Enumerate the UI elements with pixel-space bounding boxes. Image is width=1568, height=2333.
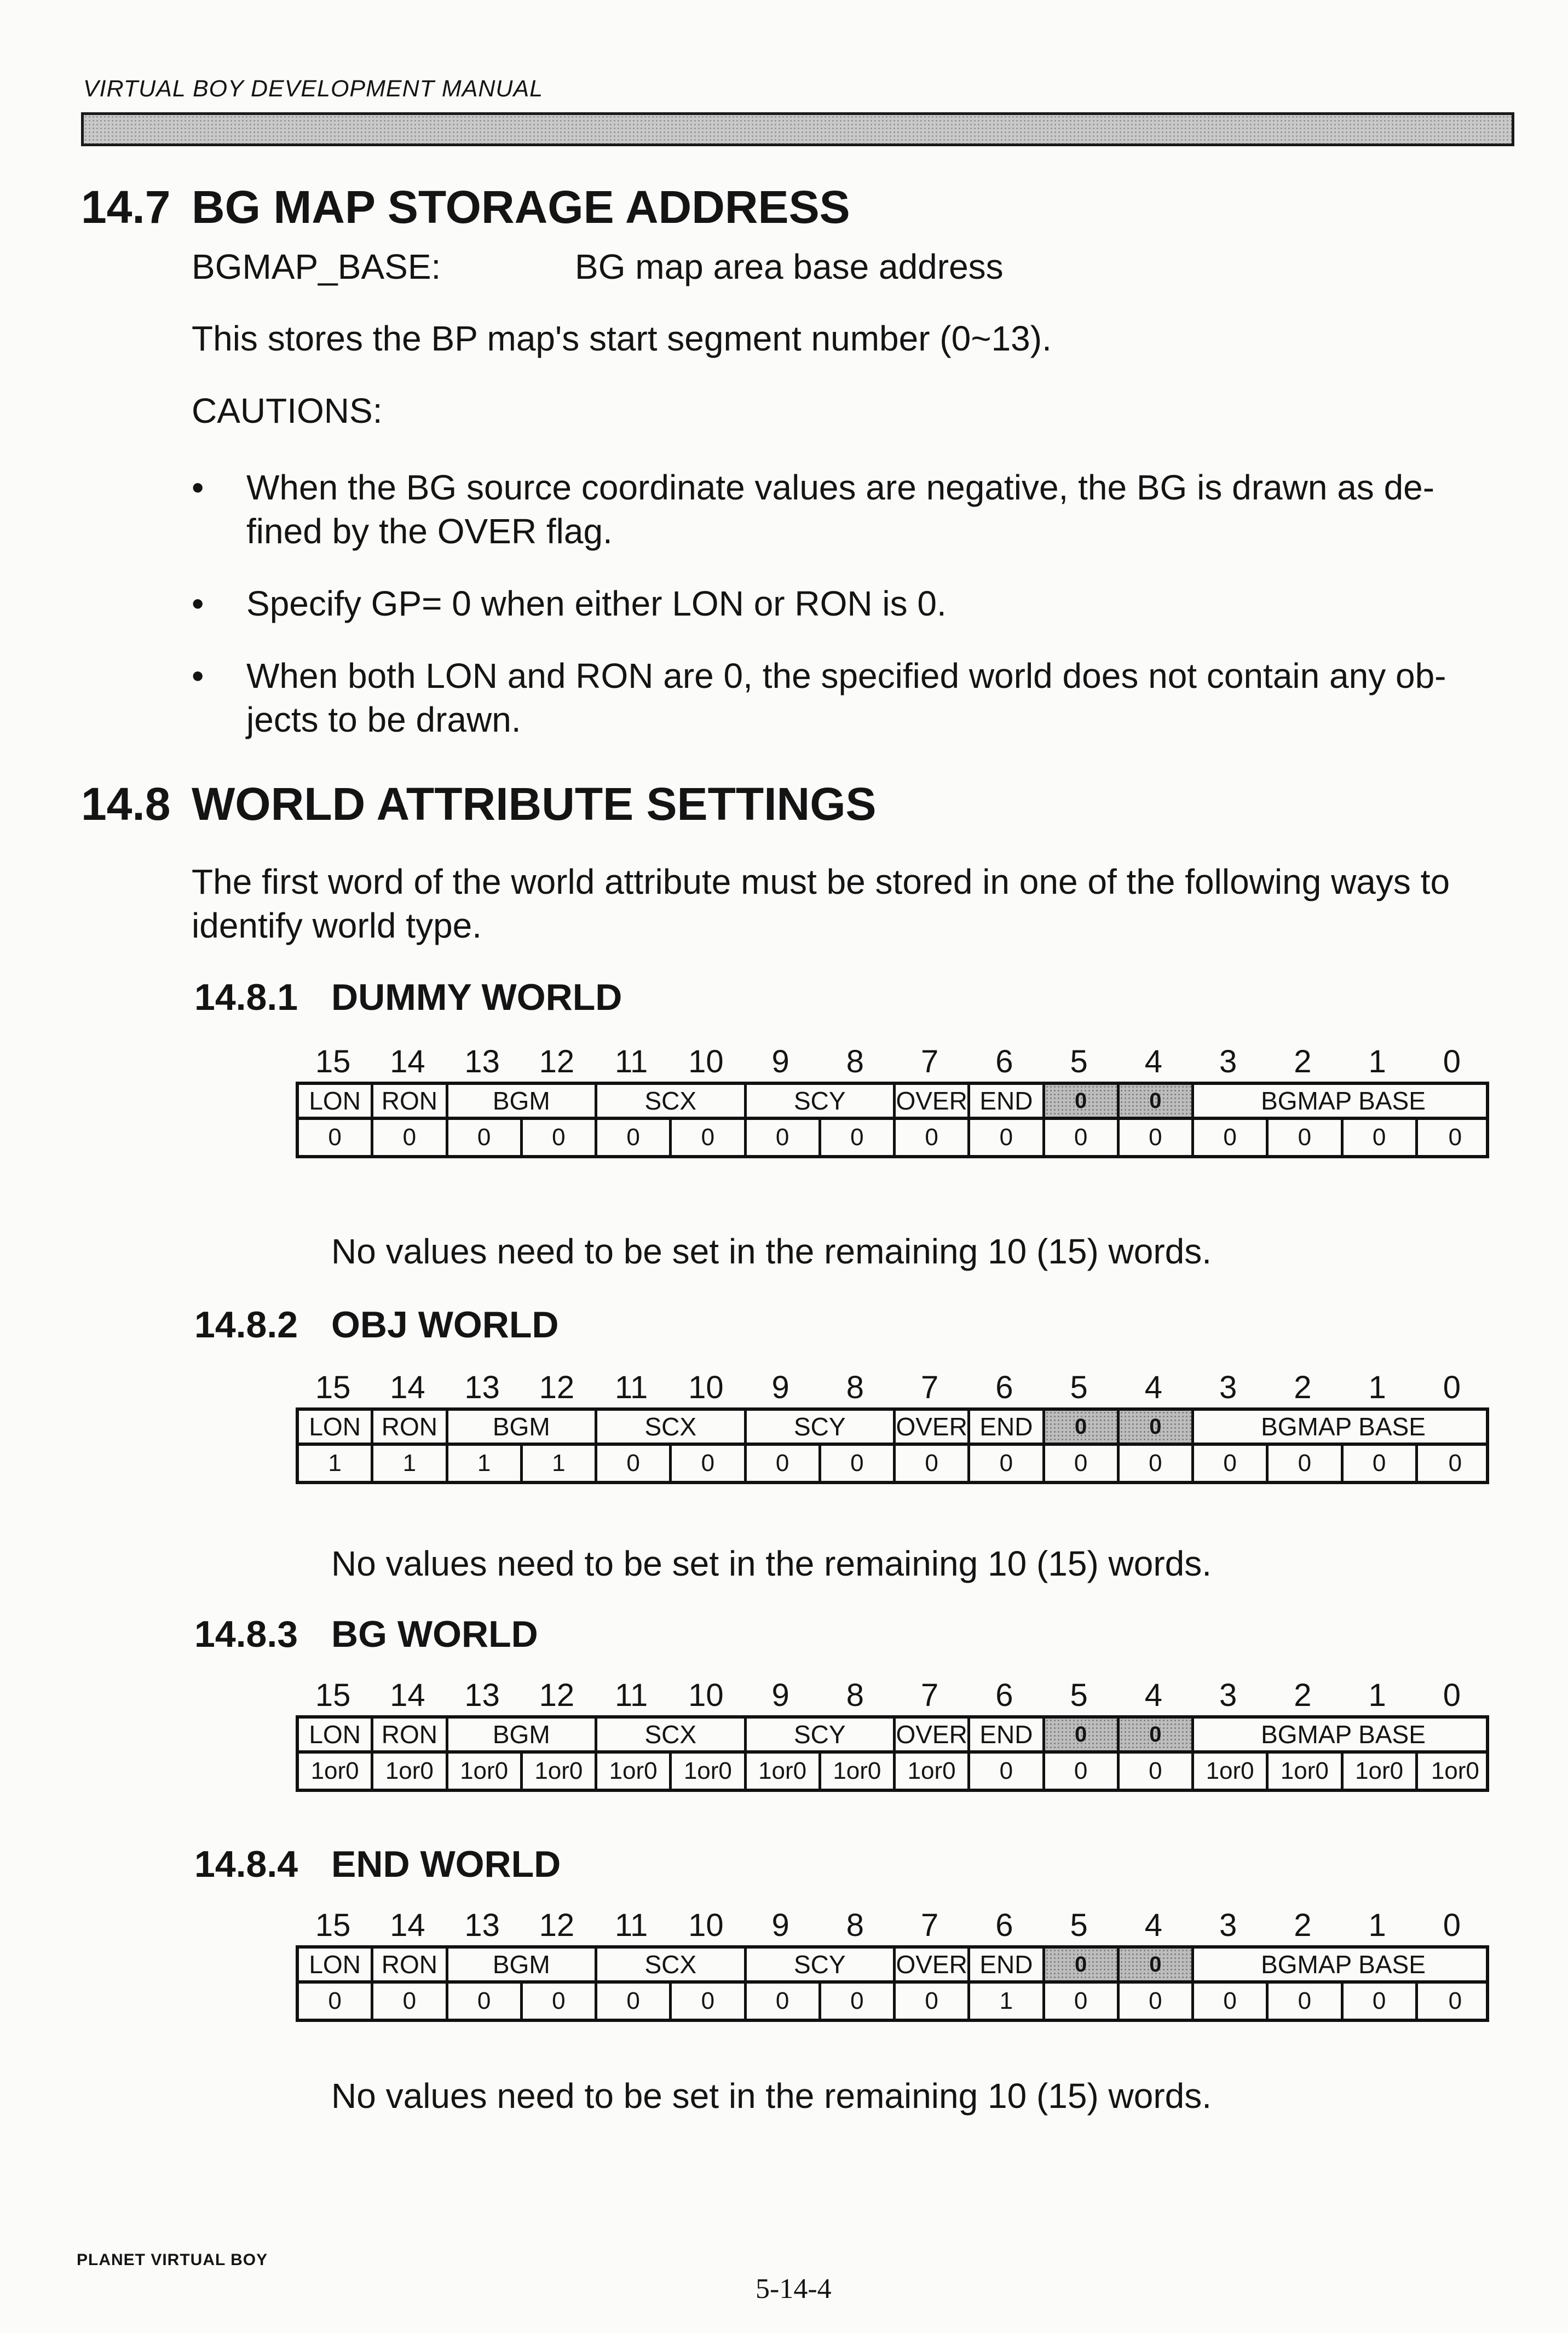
subsection-title: END WORLD — [331, 1843, 561, 1885]
bit-number: 9 — [771, 1044, 789, 1079]
bit-value-cell: 0 — [299, 1120, 373, 1155]
field-name-cell: RON — [373, 1949, 448, 1980]
field-name-cell: RON — [373, 1411, 448, 1443]
bit-number: 5 — [1070, 1677, 1088, 1713]
section-title: WORLD ATTRIBUTE SETTINGS — [192, 778, 877, 830]
bit-value-cell: 0 — [1194, 1446, 1269, 1481]
register-diagram — [296, 1677, 1489, 1792]
field-name-cell: SCX — [597, 1949, 747, 1980]
bit-value-cell: 1or0 — [597, 1754, 672, 1789]
bit-number: 3 — [1219, 1044, 1237, 1079]
reserved-field-cell: 0 — [1120, 1411, 1194, 1443]
bit-number: 5 — [1070, 1370, 1088, 1405]
bit-number: 10 — [688, 1370, 724, 1405]
bit-value-row — [296, 1984, 1489, 2022]
bit-value-cell: 1 — [448, 1446, 523, 1481]
reserved-field-cell: 0 — [1120, 1949, 1194, 1980]
bit-value-cell: 0 — [299, 1984, 373, 2019]
bit-value-cell: 1or0 — [523, 1754, 597, 1789]
field-name-row — [296, 1945, 1489, 1984]
bit-number: 7 — [920, 1044, 939, 1079]
bit-value-cell: 0 — [896, 1984, 970, 2019]
section-description: This stores the BP map's start segment number (0~13). — [192, 319, 1052, 358]
field-name-cell: OVER — [896, 1085, 970, 1117]
register-diagram — [296, 1369, 1489, 1484]
field-name-cell: LON — [299, 1085, 373, 1117]
bit-value-cell: 1or0 — [448, 1754, 523, 1789]
bit-number: 13 — [464, 1907, 500, 1943]
bit-number: 2 — [1294, 1907, 1312, 1943]
bit-number: 4 — [1144, 1044, 1162, 1079]
bit-number: 15 — [315, 1044, 351, 1079]
bit-number: 14 — [390, 1677, 425, 1713]
bit-value-cell: 1or0 — [821, 1754, 896, 1789]
bit-number: 11 — [615, 1370, 648, 1405]
bit-value-cell: 0 — [1194, 1120, 1269, 1155]
field-name-cell: BGM — [448, 1949, 598, 1980]
bit-value-cell: 0 — [821, 1120, 896, 1155]
bit-number-row — [296, 1677, 1489, 1715]
reserved-field-cell: 0 — [1120, 1085, 1194, 1117]
bit-value-cell: 1or0 — [1431, 1757, 1479, 1784]
bit-value-cell: 0 — [896, 1446, 970, 1481]
section-heading-14-7 — [81, 181, 850, 234]
bit-value-cell: 0 — [1194, 1984, 1269, 2019]
bit-value-cell: 1or0 — [672, 1754, 746, 1789]
bit-value-cell: 0 — [1269, 1984, 1343, 2019]
bit-number: 6 — [995, 1044, 1013, 1079]
bit-value-cell: 0 — [597, 1120, 672, 1155]
bit-value-cell: 0 — [1045, 1120, 1120, 1155]
bit-number: 5 — [1070, 1907, 1088, 1943]
field-name-cell: SCX — [597, 1719, 747, 1750]
bit-number: 1 — [1368, 1677, 1386, 1713]
reserved-field-cell: 0 — [1045, 1411, 1120, 1443]
field-name-cell: BGMAP BASE — [1261, 1720, 1426, 1749]
bit-number: 8 — [846, 1907, 864, 1943]
bit-value-cell: 0 — [597, 1446, 672, 1481]
field-name-cell: BGMAP BASE — [1261, 1087, 1426, 1115]
bit-value-cell: 0 — [970, 1120, 1045, 1155]
section-number: 14.8 — [81, 778, 171, 830]
bit-value-cell: 0 — [1120, 1446, 1194, 1481]
subsection-heading — [194, 976, 622, 1019]
field-name-cell: SCX — [597, 1411, 747, 1443]
bit-value-row — [296, 1754, 1489, 1792]
section-heading-14-8 — [81, 778, 877, 831]
reserved-field-cell: 0 — [1120, 1719, 1194, 1750]
bit-value-cell: 0 — [448, 1984, 523, 2019]
bit-number: 12 — [539, 1370, 575, 1405]
definition-term: BGMAP_BASE: — [192, 247, 441, 286]
field-name-cell: LON — [299, 1719, 373, 1750]
bit-value-cell: 0 — [1448, 1987, 1462, 2014]
bit-value-cell: 0 — [1448, 1450, 1462, 1476]
bit-value-cell: 0 — [1045, 1446, 1120, 1481]
bit-value-cell: 1or0 — [747, 1754, 821, 1789]
bit-number: 3 — [1219, 1370, 1237, 1405]
bit-number-row — [296, 1369, 1489, 1407]
bit-value-cell: 0 — [1269, 1446, 1343, 1481]
bit-number: 14 — [390, 1370, 425, 1405]
bit-value-cell: 1or0 — [299, 1754, 373, 1789]
bit-number: 9 — [771, 1677, 789, 1713]
bit-value-cell: 0 — [970, 1754, 1045, 1789]
page-number: 5-14-4 — [756, 2273, 832, 2305]
bit-number: 1 — [1368, 1370, 1386, 1405]
bgmap-base-definition — [192, 246, 1004, 287]
bit-value-cell: 1or0 — [373, 1754, 448, 1789]
field-name-cell: RON — [373, 1719, 448, 1750]
bullet-marker: • — [192, 584, 204, 623]
bit-value-cell: 1or0 — [896, 1754, 970, 1789]
field-name-cell: RON — [373, 1085, 448, 1117]
bit-number: 11 — [615, 1907, 648, 1943]
bit-number: 4 — [1144, 1677, 1162, 1713]
bit-number: 0 — [1443, 1907, 1461, 1943]
bit-number: 13 — [464, 1044, 500, 1079]
bit-number-row — [296, 1907, 1489, 1945]
bit-number: 6 — [995, 1677, 1013, 1713]
bit-number: 7 — [920, 1677, 939, 1713]
bit-number: 8 — [846, 1677, 864, 1713]
subsection-title: DUMMY WORLD — [331, 976, 622, 1018]
subsection-number: 14.8.4 — [194, 1843, 298, 1885]
field-name-cell: BGM — [448, 1085, 598, 1117]
bit-value-cell: 0 — [821, 1984, 896, 2019]
bit-value-cell: 0 — [1344, 1984, 1418, 2019]
bit-number: 3 — [1219, 1677, 1237, 1713]
bit-value-cell: 0 — [896, 1120, 970, 1155]
field-name-row — [296, 1082, 1489, 1120]
field-name-cell: BGMAP BASE — [1261, 1950, 1426, 1979]
bit-value-cell: 0 — [1269, 1120, 1343, 1155]
field-name-cell: END — [970, 1719, 1045, 1750]
bit-number: 1 — [1368, 1044, 1386, 1079]
field-name-cell: OVER — [896, 1411, 970, 1443]
section-number: 14.7 — [81, 181, 171, 233]
bit-value-cell: 1 — [299, 1446, 373, 1481]
caution-text: When both LON and RON are 0, the specified world does not contain any ob- jects to be drawn. — [246, 656, 1446, 739]
section-intro: The first word of the world attribute must be stored in one of the following ways to identify world type. — [192, 862, 1450, 945]
subsection-number: 14.8.1 — [194, 976, 298, 1018]
field-name-row — [296, 1715, 1489, 1754]
field-name-cell: SCY — [747, 1949, 896, 1980]
bit-value-cell: 0 — [747, 1120, 821, 1155]
cautions-label: CAUTIONS: — [192, 391, 383, 430]
bit-value-cell: 0 — [523, 1984, 597, 2019]
remaining-words-note: No values need to be set in the remaining 10 (15) words. — [331, 1544, 1212, 1583]
bit-number: 15 — [315, 1907, 351, 1943]
field-name-cell: END — [970, 1949, 1045, 1980]
bit-number: 10 — [688, 1677, 724, 1713]
bit-value-cell: 0 — [672, 1446, 746, 1481]
bit-number: 3 — [1219, 1907, 1237, 1943]
field-name-cell: BGM — [448, 1411, 598, 1443]
bit-number: 2 — [1294, 1044, 1312, 1079]
bit-value-cell: 0 — [747, 1984, 821, 2019]
subsection-number: 14.8.2 — [194, 1304, 298, 1346]
bit-number-row — [296, 1043, 1489, 1082]
bit-number: 10 — [688, 1907, 724, 1943]
bit-number: 0 — [1443, 1677, 1461, 1713]
bullet-marker: • — [192, 468, 204, 507]
bit-number: 11 — [615, 1677, 648, 1713]
bit-number: 2 — [1294, 1370, 1312, 1405]
bit-value-cell: 0 — [1448, 1124, 1462, 1151]
bit-number: 12 — [539, 1907, 575, 1943]
bit-number: 10 — [688, 1044, 724, 1079]
field-name-cell: END — [970, 1411, 1045, 1443]
bit-value-cell: 0 — [1120, 1754, 1194, 1789]
bit-number: 6 — [995, 1907, 1013, 1943]
register-diagram — [296, 1907, 1489, 2022]
subsection-heading — [194, 1613, 538, 1656]
running-header: VIRTUAL BOY DEVELOPMENT MANUAL — [83, 76, 544, 102]
bit-value-cell: 0 — [597, 1984, 672, 2019]
caution-item — [192, 582, 1495, 625]
reserved-field-cell: 0 — [1045, 1085, 1120, 1117]
register-diagram — [296, 1043, 1489, 1158]
bit-number: 13 — [464, 1370, 500, 1405]
bit-value-row — [296, 1446, 1489, 1484]
bit-value-cell: 0 — [970, 1446, 1045, 1481]
publisher-footer: PLANET VIRTUAL BOY — [77, 2251, 268, 2269]
bit-value-cell: 0 — [373, 1120, 448, 1155]
field-name-cell: OVER — [896, 1949, 970, 1980]
bit-value-cell: 0 — [672, 1984, 746, 2019]
bit-number: 1 — [1368, 1907, 1386, 1943]
bit-number: 0 — [1443, 1044, 1461, 1079]
bit-number: 11 — [615, 1044, 648, 1079]
bit-number: 15 — [315, 1370, 351, 1405]
field-name-cell: SCY — [747, 1085, 896, 1117]
subsection-title: OBJ WORLD — [331, 1304, 559, 1346]
bit-value-cell: 0 — [821, 1446, 896, 1481]
bit-number: 14 — [390, 1044, 425, 1079]
bit-value-cell: 0 — [1344, 1120, 1418, 1155]
bit-value-cell: 1 — [523, 1446, 597, 1481]
field-name-cell: SCX — [597, 1085, 747, 1117]
bit-value-cell: 0 — [672, 1120, 746, 1155]
bit-number: 15 — [315, 1677, 351, 1713]
field-name-cell: SCY — [747, 1719, 896, 1750]
bit-number: 2 — [1294, 1677, 1312, 1713]
field-name-cell: END — [970, 1085, 1045, 1117]
caution-text: Specify GP= 0 when either LON or RON is 0. — [246, 584, 947, 623]
bit-number: 7 — [920, 1370, 939, 1405]
bit-number: 7 — [920, 1907, 939, 1943]
field-name-cell: LON — [299, 1411, 373, 1443]
field-name-cell: LON — [299, 1949, 373, 1980]
bit-number: 0 — [1443, 1370, 1461, 1405]
bit-number: 4 — [1144, 1370, 1162, 1405]
subsection-heading — [194, 1303, 559, 1346]
bit-value-cell: 1 — [970, 1984, 1045, 2019]
bit-value-cell: 1or0 — [1269, 1754, 1343, 1789]
bit-value-cell: 0 — [1045, 1984, 1120, 2019]
caution-item — [192, 654, 1495, 742]
bit-number: 13 — [464, 1677, 500, 1713]
caution-text: When the BG source coordinate values are negative, the BG is drawn as de- fined by the OVER flag. — [246, 468, 1435, 551]
bit-number: 4 — [1144, 1907, 1162, 1943]
bit-value-cell: 0 — [523, 1120, 597, 1155]
subsection-number: 14.8.3 — [194, 1613, 298, 1655]
bit-value-cell: 1or0 — [1344, 1754, 1418, 1789]
bit-value-cell: 0 — [1120, 1120, 1194, 1155]
bit-value-cell: 0 — [747, 1446, 821, 1481]
section-title: BG MAP STORAGE ADDRESS — [192, 181, 850, 233]
bit-number: 6 — [995, 1370, 1013, 1405]
field-name-row — [296, 1407, 1489, 1446]
bit-value-cell: 0 — [1344, 1446, 1418, 1481]
remaining-words-note: No values need to be set in the remaining 10 (15) words. — [331, 2076, 1212, 2116]
field-name-cell: SCY — [747, 1411, 896, 1443]
field-name-cell: BGM — [448, 1719, 598, 1750]
bit-number: 9 — [771, 1370, 789, 1405]
bit-value-cell: 0 — [1120, 1984, 1194, 2019]
remaining-words-note: No values need to be set in the remaining 10 (15) words. — [331, 1232, 1212, 1271]
field-name-cell: OVER — [896, 1719, 970, 1750]
bit-value-cell: 0 — [448, 1120, 523, 1155]
bit-number: 9 — [771, 1907, 789, 1943]
bit-number: 8 — [846, 1370, 864, 1405]
caution-item — [192, 466, 1495, 553]
subsection-title: BG WORLD — [331, 1613, 538, 1655]
bit-value-cell: 0 — [373, 1984, 448, 2019]
reserved-field-cell: 0 — [1045, 1949, 1120, 1980]
bit-number: 12 — [539, 1677, 575, 1713]
bit-number: 8 — [846, 1044, 864, 1079]
field-name-cell: BGMAP BASE — [1261, 1412, 1426, 1441]
bit-value-cell: 1or0 — [1194, 1754, 1269, 1789]
bit-value-row — [296, 1120, 1489, 1158]
bit-number: 5 — [1070, 1044, 1088, 1079]
reserved-field-cell: 0 — [1045, 1719, 1120, 1750]
bit-value-cell: 1 — [373, 1446, 448, 1481]
header-rule-bar — [81, 112, 1514, 146]
bit-value-cell: 0 — [1045, 1754, 1120, 1789]
definition-value: BG map area base address — [575, 247, 1004, 286]
bit-number: 14 — [390, 1907, 425, 1943]
bullet-marker: • — [192, 656, 204, 696]
subsection-heading — [194, 1843, 561, 1886]
bit-number: 12 — [539, 1044, 575, 1079]
